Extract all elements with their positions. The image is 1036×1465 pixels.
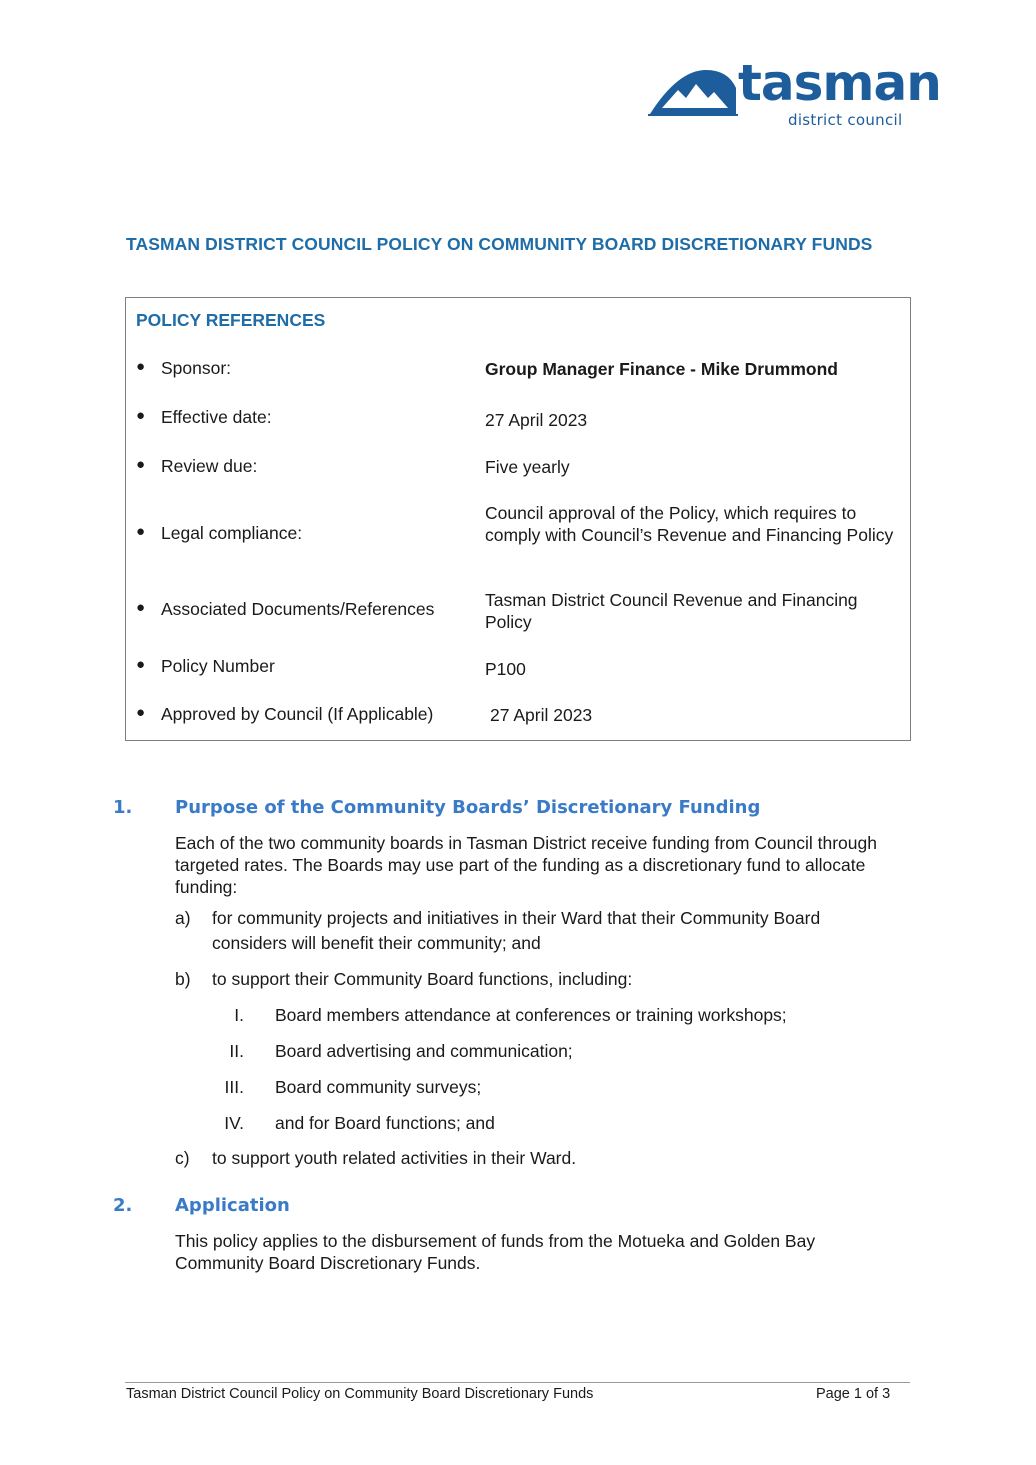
ref-label: Legal compliance: [161,523,303,543]
ref-value: Tasman District Council Revenue and Financing Policy [485,590,858,632]
list-marker: a) [175,908,191,928]
bullet-icon: ● [136,523,146,540]
logo-subtitle: district council [788,111,903,129]
section-number: 2. [113,1195,133,1216]
sub-item-text: Board community surveys; [275,1077,482,1097]
list-text: to support their Community Board functions, including: [212,969,633,989]
ref-value: Five yearly [485,457,570,477]
sub-item-marker: III. [224,1077,244,1097]
bullet-icon: ● [136,599,146,616]
ref-value: Group Manager Finance - Mike Drummond [485,359,838,379]
section-number: 1. [113,797,133,818]
ref-value: 27 April 2023 [490,705,593,725]
bullet-icon: ● [136,456,146,473]
sub-item-marker: II. [229,1041,244,1061]
policy-references-heading: POLICY REFERENCES [136,310,326,330]
sub-item-text: and for Board functions; and [275,1113,495,1133]
ref-label: Policy Number [161,656,275,676]
sub-item-marker: I. [234,1005,244,1025]
ref-value: P100 [485,659,526,679]
ref-label: Effective date: [161,407,272,427]
bullet-icon: ● [136,656,146,673]
footer-divider [125,1382,910,1383]
ref-label: Review due: [161,456,258,476]
sub-item-text: Board members attendance at conferences or training workshops; [275,1005,787,1025]
bullet-icon: ● [136,704,146,721]
list-text: for community projects and initiatives in their Ward that their Community Board [212,908,821,928]
list-marker: c) [175,1148,190,1168]
ref-label: Associated Documents/References [161,599,435,619]
ref-value: Council approval of the Policy, which requires to comply with Council’s Revenue and Financing Policy [485,503,894,545]
section-title: Application [175,1195,290,1216]
bullet-icon: ● [136,407,146,424]
section-title: Purpose of the Community Boards’ Discretionary Funding [175,797,761,818]
sub-item-marker: IV. [224,1113,244,1133]
sub-item-text: Board advertising and communication; [275,1041,573,1061]
page-number: Page 1 of 3 [816,1386,891,1402]
list-text: considers will benefit their community; and [212,933,541,953]
ref-label: Approved by Council (If Applicable) [161,704,434,724]
list-marker: b) [175,969,191,989]
section-2-text: This policy applies to the disbursement of funds from the Motueka and Golden Bay Community Board Discretionary Funds. [175,1231,816,1273]
document-title: TASMAN DISTRICT COUNCIL POLICY ON COMMUNITY BOARD DISCRETIONARY FUNDS [126,234,873,254]
bullet-icon: ● [136,358,146,375]
ref-value: 27 April 2023 [485,410,588,430]
council-logo [648,54,941,134]
ref-label: Sponsor: [161,358,232,378]
mountain-logo-icon [648,64,738,116]
list-text: to support youth related activities in their Ward. [212,1148,577,1168]
policy-references-box [125,297,911,741]
logo-wordmark: tasman [738,54,941,112]
section-1-intro: Each of the two community boards in Tasman District receive funding from Council through targeted rates. The Boards may use part of the funding as a discretionary fund to allocate funding: [175,833,877,897]
footer-title: Tasman District Council Policy on Community Board Discretionary Funds [126,1386,594,1402]
